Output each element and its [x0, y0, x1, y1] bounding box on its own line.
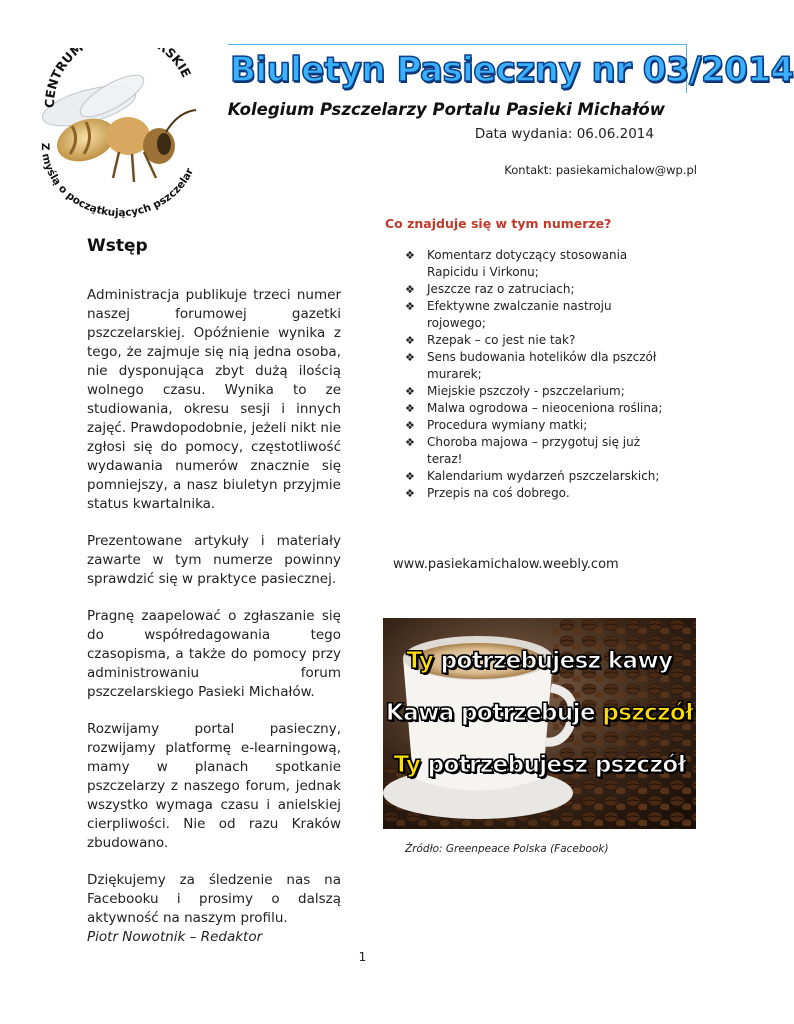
- promo-line-1: Ty potrzebujesz kawy: [406, 648, 673, 674]
- intro-section: [87, 236, 341, 947]
- toc-item: ❖ Rzepak – co jest nie tak?: [405, 333, 576, 347]
- toc-item: ❖ Jeszcze raz o zatruciach;: [405, 282, 575, 296]
- toc-list: [405, 247, 665, 502]
- toc-item: ❖ Przepis na coś dobrego.: [405, 486, 570, 500]
- logo-centrum-pszczelarskie: [24, 48, 214, 223]
- diamond-bullet-icon: ❖: [405, 419, 415, 432]
- intro-paragraph-2: Prezentowane artykuły i materiały zawarte w tym numerze powinny sprawdzić się w praktyce pasiecznej.: [87, 533, 341, 587]
- toc-item: ❖ Malwa ogrodowa – nieoceniona roślina;: [405, 401, 663, 415]
- toc-item: ❖ Choroba majowa – przygotuj się już teraz!: [405, 435, 641, 466]
- diamond-bullet-icon: ❖: [405, 436, 415, 449]
- promo-line-2: Kawa potrzebuje pszczół: [385, 700, 694, 726]
- website-link[interactable]: www.pasiekamichalow.weebly.com: [393, 557, 619, 572]
- toc-item: ❖ Efektywne zwalczanie nastroju rojowego;: [405, 299, 612, 330]
- diamond-bullet-icon: ❖: [405, 487, 415, 500]
- toc-item: ❖ Miejskie pszczoły - pszczelarium;: [405, 384, 625, 398]
- logo-text-bottom: Z myślą o początkujących pszczelar: [38, 142, 196, 220]
- intro-paragraph-3: Pragnę zaapelować o zgłaszanie się do współredagowania tego czasopisma, a także do pomocy przy administrowaniu forum pszczelarskiego Pasieki Michałów.: [87, 608, 341, 700]
- logo-text-top: CENTRUM SKIE: [41, 48, 195, 109]
- intro-paragraph-5: Dziękujemy za śledzenie nas na Facebooku i prosimy o dalszą aktywność na naszym profilu.: [87, 872, 341, 926]
- coffee-bees-image: [383, 618, 696, 829]
- intro-paragraph-1: Administracja publikuje trzeci numer naszej forumowej gazetki pszczelarskiej. Opóźnienie wynika z tego, że zajmuje się nią jedna osoba, nie dysponująca zbyt dużą ilością wolnego czasu. Wynika to ze studiowania, okresu sesji i innych zajęć. Prawdopodobnie, jeżeli nikt nie zgłosi się do pomocy, częstotliwość wydawania numerów znacznie się pomniejszy, a nasz biuletyn przyjmie status kwartalnika.: [87, 287, 342, 512]
- toc-heading: Co znajduje się w tym numerze?: [385, 216, 612, 231]
- toc-item: ❖ Kalendarium wydarzeń pszczelarskich;: [405, 469, 660, 483]
- contact-email[interactable]: Kontakt: pasiekamichalow@wp.pl: [504, 163, 697, 177]
- intro-paragraph-4: Rozwijamy portal pasieczny, rozwijamy platformę e-learningową, mamy w planach spotkanie pszczelarzy z naszego forum, jednak wszystko wymaga czasu i anielskiej cierpliwości. Nie od razu Kraków zbudowano.: [87, 721, 341, 851]
- promo-line-3: Ty potrzebujesz pszczół: [393, 752, 686, 778]
- image-source-caption: Źródło: Greenpeace Polska (Facebook): [405, 843, 609, 855]
- toc-item: ❖ Sens budowania hotelików dla pszczół murarek;: [405, 350, 657, 381]
- page-number: 1: [358, 950, 367, 964]
- diamond-bullet-icon: ❖: [405, 351, 415, 364]
- toc-item: ❖ Procedura wymiany matki;: [405, 418, 588, 432]
- editor-signature: Piotr Nowotnik – Redaktor: [87, 929, 263, 945]
- issue-date: Data wydania: 06.06.2014: [474, 126, 654, 142]
- diamond-bullet-icon: ❖: [405, 470, 415, 483]
- diamond-bullet-icon: ❖: [405, 300, 415, 313]
- diamond-bullet-icon: ❖: [405, 283, 415, 296]
- bulletin-title: Biuletyn Pasieczny nr 03/2014: [230, 50, 794, 90]
- diamond-bullet-icon: ❖: [405, 334, 415, 347]
- bulletin-subtitle: Kolegium Pszczelarzy Portalu Pasieki Michałów: [227, 100, 665, 119]
- diamond-bullet-icon: ❖: [405, 249, 415, 262]
- diamond-bullet-icon: ❖: [405, 402, 415, 415]
- intro-heading: Wstęp: [87, 236, 148, 256]
- diamond-bullet-icon: ❖: [405, 385, 415, 398]
- toc-item: ❖ Komentarz dotyczący stosowania Rapicidu i Virkonu;: [405, 248, 628, 279]
